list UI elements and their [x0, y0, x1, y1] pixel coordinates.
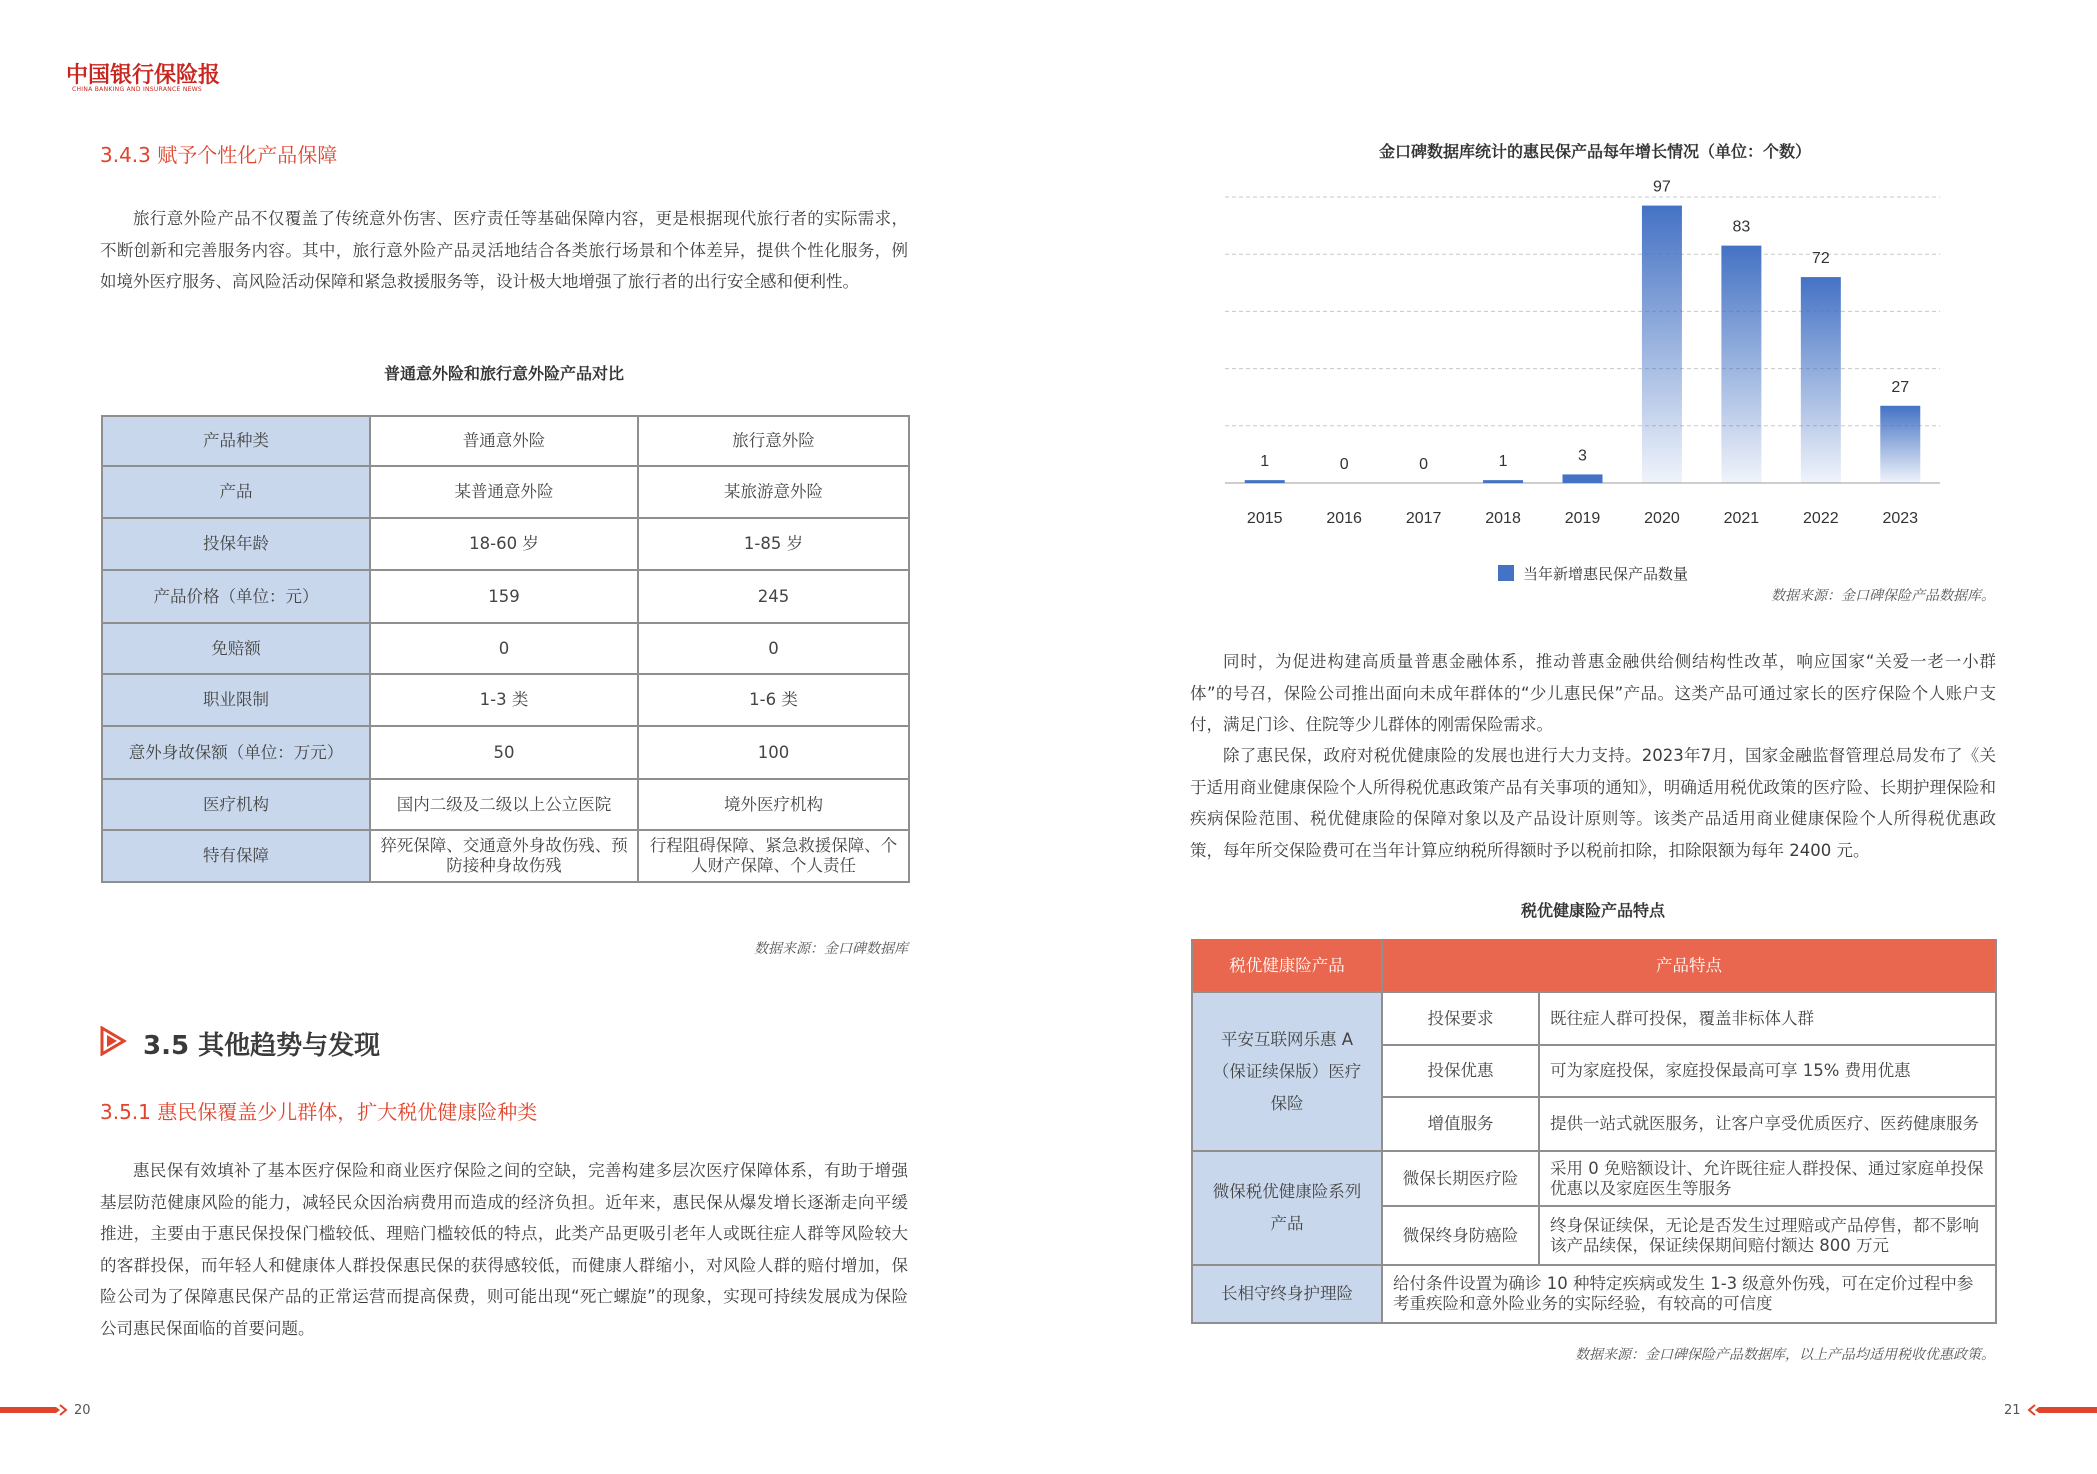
table-row: [102, 830, 909, 882]
table2-caption: 税优健康险产品特点: [1520, 901, 1665, 920]
table2-source: 数据来源：金口碑保险产品数据库，以上产品均适用税收优惠政策。: [1575, 1347, 1995, 1363]
column-header: 税优健康险产品: [1192, 940, 1382, 992]
table-row: [1192, 992, 1996, 1045]
description-cell: 给付条件设置为确诊 10 种特定疾病或发生 1-3 级意外伤残，可在定价过程中参考重疾险和意外险业务的实际经验，有较高的可信度: [1382, 1265, 1996, 1323]
table-row: [1192, 1151, 1996, 1206]
feature-cell: 增值服务: [1382, 1097, 1539, 1151]
row-header-cell: 产品: [102, 466, 370, 518]
value-label-2018: 1: [1498, 453, 1508, 471]
table-cell: 普通意外险: [370, 416, 638, 466]
x-tick-label-2017: 2017: [1405, 510, 1442, 527]
section-heading-343: 3.4.3 赋予个性化产品保障: [100, 143, 338, 167]
value-label-2021: 83: [1732, 218, 1751, 236]
table-cell: 0: [638, 623, 909, 674]
table-cell: 某旅游意外险: [638, 466, 909, 518]
value-label-2023: 27: [1891, 378, 1910, 396]
bar-2023: [1880, 406, 1920, 483]
bar-2019: [1563, 474, 1603, 483]
newspaper-logo: 中国银行保险报: [66, 62, 221, 88]
row-header-cell: 产品价格（单位：元）: [102, 570, 370, 623]
column-header: 产品特点: [1382, 940, 1996, 992]
feature-cell: 投保要求: [1382, 992, 1539, 1045]
table1-source: 数据来源：金口碑数据库: [754, 941, 908, 957]
table-cell: 50: [370, 726, 638, 779]
bar-chart: [1200, 170, 1960, 590]
table-row: [102, 570, 909, 623]
play-arrow-icon: [100, 1026, 128, 1056]
description-cell: 提供一站式就医服务，让客户享受优质医疗、医药健康服务: [1539, 1097, 1996, 1151]
value-label-2017: 0: [1419, 456, 1429, 473]
value-label-2020: 97: [1653, 178, 1671, 196]
legend-label: 当年新增惠民保产品数量: [1523, 565, 1689, 583]
chart-title: 金口碑数据库统计的惠民保产品每年增长情况（单位：个数）: [1378, 142, 1811, 161]
row-header-cell: 医疗机构: [102, 779, 370, 830]
table-row: [102, 779, 909, 830]
page-marker-left-icon: [0, 1403, 68, 1417]
x-tick-label-2023: 2023: [1882, 510, 1919, 527]
x-tick-label-2020: 2020: [1644, 510, 1680, 527]
row-header-cell: 免赔额: [102, 623, 370, 674]
comparison-table: [101, 415, 910, 883]
legend-swatch: [1498, 565, 1514, 581]
table-cell: 245: [638, 570, 909, 623]
table-row: [102, 518, 909, 570]
row-header-cell: 投保年龄: [102, 518, 370, 570]
value-label-2019: 3: [1578, 447, 1587, 465]
value-label-2022: 72: [1811, 250, 1830, 268]
section-heading-351: 3.5.1 惠民保覆盖少儿群体，扩大税优健康险种类: [100, 1100, 538, 1124]
bar-2022: [1801, 277, 1841, 483]
table-row: [102, 623, 909, 674]
table-cell: 100: [638, 726, 909, 779]
table-row: [1192, 1265, 1996, 1323]
table-cell: 1-85 岁: [638, 518, 909, 570]
x-tick-label-2015: 2015: [1246, 510, 1283, 527]
row-header-cell: 职业限制: [102, 674, 370, 726]
page-number-right: 21: [2004, 1403, 2021, 1418]
bar-2020: [1642, 206, 1682, 483]
paragraph-huiminbao: 惠民保有效填补了基本医疗保险和商业医疗保险之间的空缺，完善构建多层次医疗保障体系，有助于增强基层防范健康风险的能力，减轻民众因治病费用而造成的经济负担。近年来，惠民保从爆发增长逐渐走向平缓推进，主要由于惠民保投保门槛较低、理赔门槛较低的特点，此类产品更吸引老年人或既往症人群等风险较大的客群投保，而年轻人和健康体人群投保惠民保的获得感较低，而健康人群缩小，对风险人群的赔付增加，保险公司为了保障惠民保产品的正常运营而提高保费，则可能出现“死亡螺旋”的现象，实现可持续发展成为保险公司惠民保面临的首要问题。: [100, 1161, 908, 1338]
product-name-cell: 微保税优健康险系列产品: [1192, 1151, 1382, 1265]
product-name-cell: 长相守终身护理险: [1192, 1265, 1382, 1323]
x-tick-label-2016: 2016: [1326, 510, 1362, 527]
section-heading-35: 3.5 其他趋势与发现: [143, 1031, 381, 1061]
row-header-cell: 产品种类: [102, 416, 370, 466]
description-cell: 可为家庭投保，家庭投保最高可享 15% 费用优惠: [1539, 1045, 1996, 1097]
newspaper-logo-english: CHINA BANKING AND INSURANCE NEWS: [72, 86, 203, 93]
feature-cell: 微保长期医疗险: [1382, 1151, 1539, 1206]
paragraph-travel-insurance: 旅行意外险产品不仅覆盖了传统意外伤害、医疗责任等基础保障内容，更是根据现代旅行者的实际需求，不断创新和完善服务内容。其中，旅行意外险产品灵活地结合各类旅行场景和个体差异，提供个性化服务，例如境外医疗服务、高风险活动保障和紧急救援服务等，设计极大地增强了旅行者的出行安全感和便利性。: [100, 209, 908, 291]
bar-2015: [1245, 480, 1285, 483]
table-row: [102, 466, 909, 518]
feature-cell: 微保终身防癌险: [1382, 1206, 1539, 1265]
chart-source: 数据来源：金口碑保险产品数据库。: [1771, 588, 1995, 604]
x-tick-label-2018: 2018: [1485, 510, 1521, 527]
value-label-2016: 0: [1339, 456, 1349, 473]
table-header-row: [1192, 940, 1996, 992]
description-cell: 既往症人群可投保，覆盖非标体人群: [1539, 992, 1996, 1045]
x-tick-label-2021: 2021: [1723, 510, 1760, 527]
table-row: [102, 416, 909, 466]
page-marker-right-icon: [2027, 1403, 2097, 1417]
table-cell: 行程阻碍保障、紧急救援保障、个人财产保障、个人责任: [638, 830, 909, 882]
table-cell: 1-6 类: [638, 674, 909, 726]
row-header-cell: 特有保障: [102, 830, 370, 882]
value-label-2015: 1: [1260, 453, 1270, 471]
table-cell: 猝死保障、交通意外身故伤残、预防接种身故伤残: [370, 830, 638, 882]
table-cell: 境外医疗机构: [638, 779, 909, 830]
feature-cell: 投保优惠: [1382, 1045, 1539, 1097]
table-cell: 某普通意外险: [370, 466, 638, 518]
table-row: [102, 674, 909, 726]
table-cell: 旅行意外险: [638, 416, 909, 466]
x-tick-label-2022: 2022: [1803, 510, 1839, 527]
page-number-left: 20: [74, 1403, 91, 1418]
description-cell: 终身保证续保，无论是否发生过理赔或产品停售，都不影响该产品续保，保证续保期间赔付额达 800 万元: [1539, 1206, 1996, 1265]
product-name-cell: 平安互联网乐惠 A（保证续保版）医疗保险: [1192, 992, 1382, 1151]
table1-caption: 普通意外险和旅行意外险产品对比: [383, 364, 624, 383]
x-tick-label-2019: 2019: [1564, 510, 1601, 527]
description-cell: 采用 0 免赔额设计、允许既往症人群投保、通过家庭单投保优惠以及家庭医生等服务: [1539, 1151, 1996, 1206]
bar-2018: [1483, 480, 1523, 483]
tax-insurance-table: [1191, 939, 1997, 1324]
bar-2021: [1721, 246, 1761, 483]
row-header-cell: 意外身故保额（单位：万元）: [102, 726, 370, 779]
table-cell: 1-3 类: [370, 674, 638, 726]
table-cell: 0: [370, 623, 638, 674]
table-cell: 国内二级及二级以上公立医院: [370, 779, 638, 830]
table-cell: 18-60 岁: [370, 518, 638, 570]
table-row: [102, 726, 909, 779]
paragraph-tax-health-insurance: 除了惠民保，政府对税优健康险的发展也进行大力支持。2023年7月，国家金融监督管理总局发布了《关于适用商业健康保险个人所得税优惠政策产品有关事项的通知》，明确适用税优政策的医疗险、长期护理保险和疾病保险范围、税优健康险的保障对象以及产品设计原则等。该类产品适用商业健康保险个人所得税优惠政策，每年所交保险费可在当年计算应纳税所得额时予以税前扣除，扣除限额为每年 2400 元。: [1190, 746, 1996, 860]
paragraph-children-huiminbao: 同时，为促进构建高质量普惠金融体系，推动普惠金融供给侧结构性改革，响应国家“关爱一老一小群体”的号召，保险公司推出面向未成年群体的“少儿惠民保”产品。这类产品可通过家长的医疗保险个人账户支付，满足门诊、住院等少儿群体的刚需保险需求。: [1190, 652, 1996, 734]
table-cell: 159: [370, 570, 638, 623]
